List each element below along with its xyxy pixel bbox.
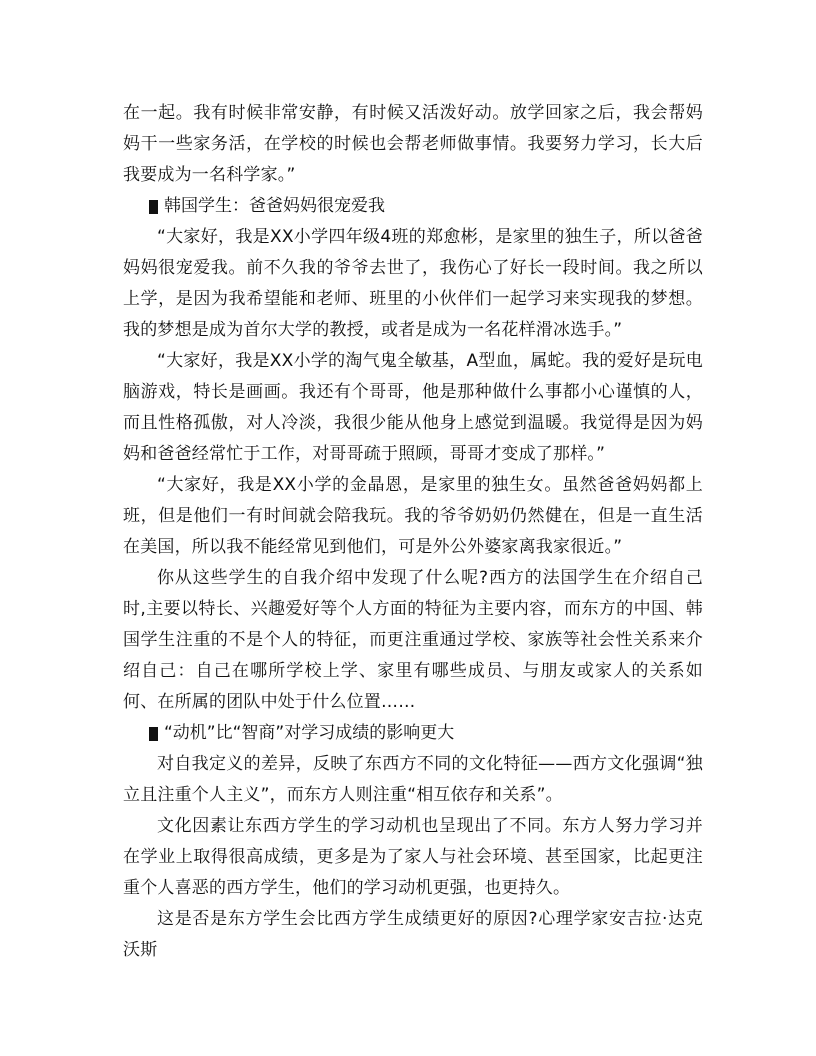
paragraph-korean-student-2: “大家好，我是XX小学的淘气鬼全敏基，A型血，属蛇。我的爱好是玩电脑游戏，特长是画画。我还有个哥哥，他是那种做什么事都小心谨慎的人，而且性格孤傲，对人冷淡，我很少能从他身上感觉到温暖。我觉得是因为妈妈和爸爸经常忙于工作，对哥哥疏于照顾，哥哥才变成了那样。” bbox=[123, 351, 703, 464]
paragraph-korean-student-1: “大家好，我是XX小学四年级4班的郑愈彬，是家里的独生子，所以爸爸妈妈很宠爱我。前不久我的爷爷去世了，我伤心了好长一段时间。我之所以上学，是因为我希望能和老师、班里的小伙伴们一起学习来实现我的梦想。我的梦想是成为首尔大学的教授，或者是成为一名花样滑冰选手。” bbox=[123, 227, 703, 340]
paragraph-question: 这是否是东方学生会比西方学生成绩更好的原因?心理学家安吉拉·达克沃斯 bbox=[123, 909, 703, 960]
paragraph-learning-motivation: 文化因素让东西方学生的学习动机也呈现出了不同。东方人努力学习并在学业上取得很高成绩，更多是为了家人与社会环境、甚至国家，比起更注重个人喜恶的西方学生，他们的学习动机更强，也更持久。 bbox=[123, 816, 703, 898]
paragraph-french-student-end: 在一起。我有时候非常安静，有时候又活泼好动。放学回家之后，我会帮妈妈干一些家务活，在学校的时候也会帮老师做事情。我要努力学习，长大后我要成为一名科学家。” bbox=[123, 103, 703, 185]
paragraph-self-definition: 对自我定义的差异，反映了东西方不同的文化特征——西方文化强调“独立且注重个人主义”，而东方人则注重“相互依存和关系”。 bbox=[123, 754, 703, 805]
section-heading-korean-students bbox=[123, 191, 703, 222]
section-heading-text: “动机”比“智商”对学习成绩的影响更大 bbox=[164, 723, 455, 743]
section-heading-motivation bbox=[123, 718, 703, 749]
heading-bullet-square-icon bbox=[149, 200, 158, 214]
paragraph-analysis: 你从这些学生的自我介绍中发现了什么呢?西方的法国学生在介绍自己时,主要以特长、兴趣爱好等个人方面的特征为主要内容，而东方的中国、韩国学生注重的不是个人的特征，而更注重通过学校、家族等社会性关系来介绍自己：自己在哪所学校上学、家里有哪些成员、与朋友或家人的关系如何、在所属的团队中处于什么位置…… bbox=[123, 568, 703, 712]
section-heading-text: 韩国学生：爸爸妈妈很宠爱我 bbox=[164, 196, 385, 216]
heading-bullet-square-icon bbox=[149, 727, 158, 741]
document-body bbox=[123, 98, 703, 966]
paragraph-korean-student-3: “大家好，我是XX小学的金晶恩，是家里的独生女。虽然爸爸妈妈都上班，但是他们一有时间就会陪我玩。我的爷爷奶奶仍然健在，但是一直生活在美国，所以我不能经常见到他们，可是外公外婆家离我家很近。” bbox=[123, 475, 703, 557]
